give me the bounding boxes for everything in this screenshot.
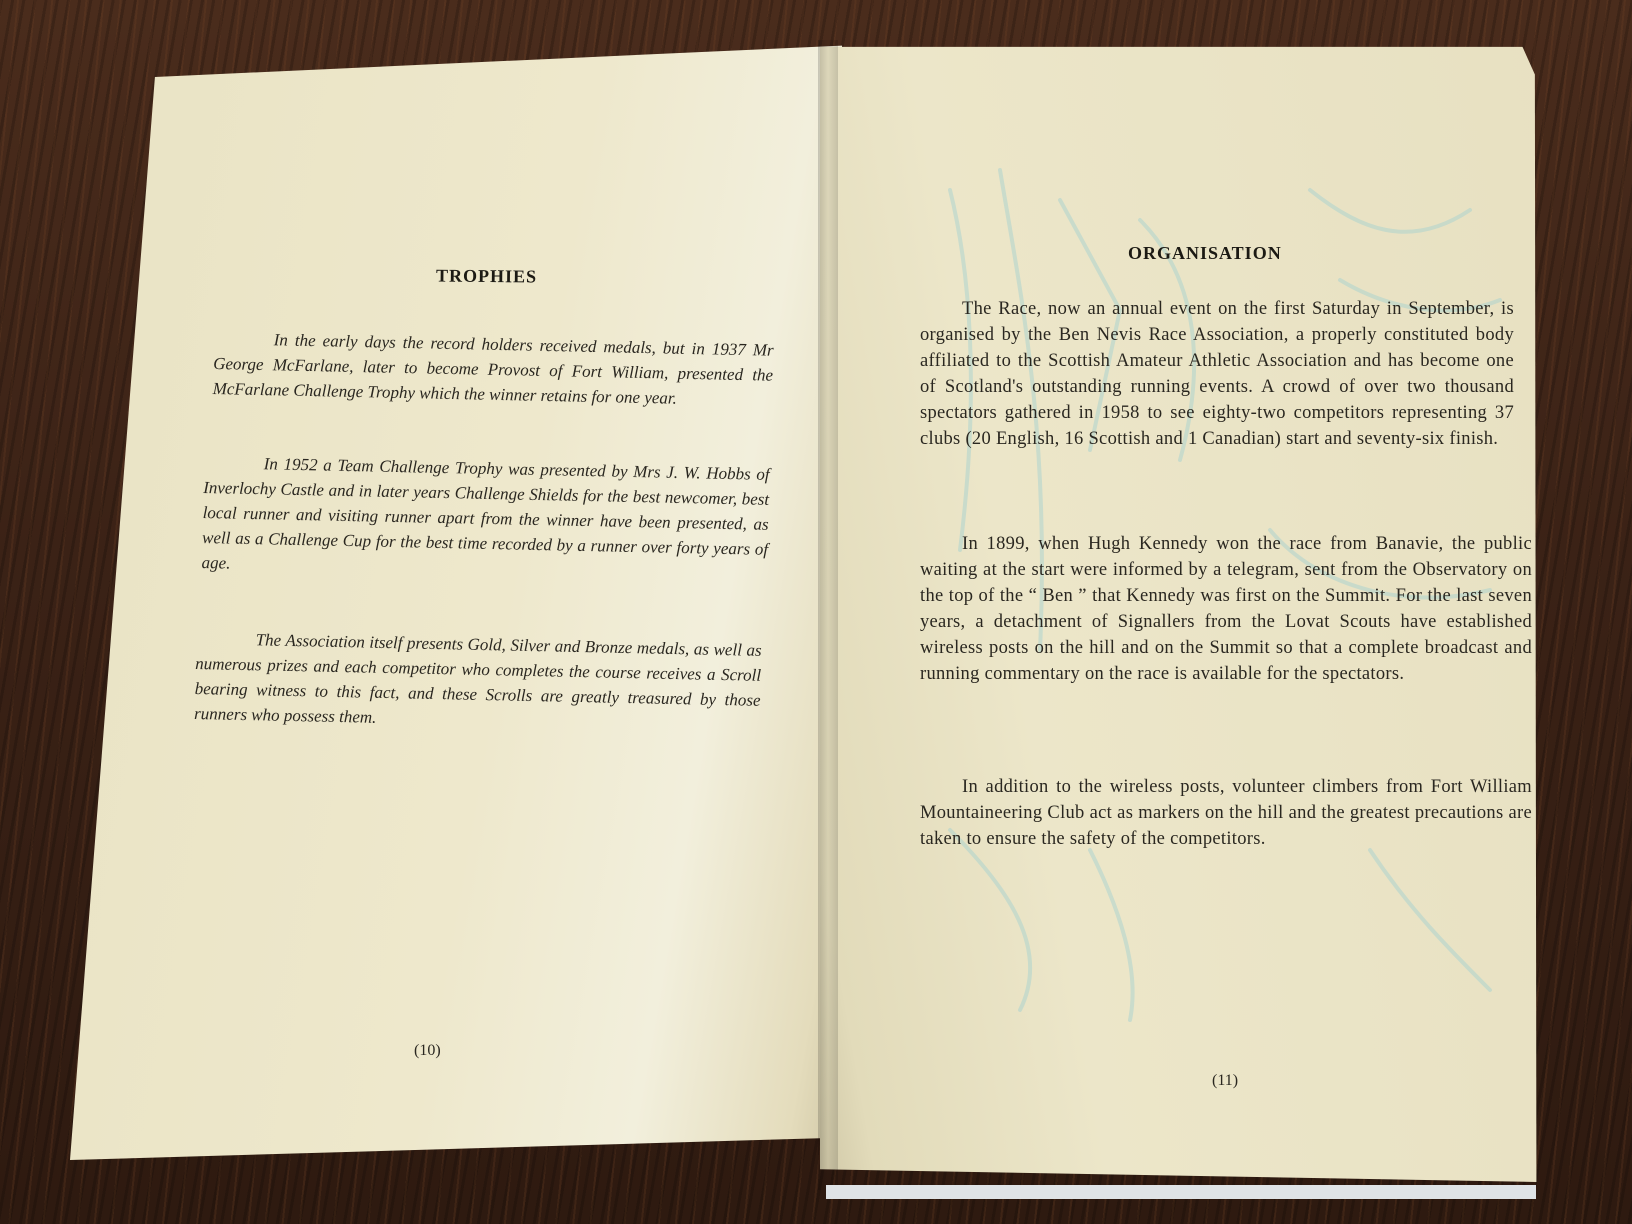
page-underside-strip [826, 1185, 1536, 1199]
organisation-paragraph-1: The Race, now an annual event on the first Saturday in September, is organised by the Ben Nevis Race Association, a properly constituted body affiliated to the Scottish Amateur Athletic Association and has become one of Scotland's outstanding running events. A crowd of over two thousand spectators gathered in 1958 to see eighty-two competitors representing 37 clubs (20 English, 16 Scottish and 1 Canadian) start and seventy-six finish. [920, 299, 1514, 449]
trophies-heading: TROPHIES [435, 265, 538, 287]
organisation-heading: ORGANISATION [1128, 243, 1282, 263]
trophies-paragraph-1: In the early days the record holders received medals, but in 1937 Mr George McFarlane, later to become Provost of Fort William, presented the McFarlane Challenge Trophy which the winner retains for one year. [212, 330, 774, 408]
organisation-paragraph-2: In 1899, when Hugh Kennedy won the race from Banavie, the public waiting at the start were informed by a telegram, sent from the Observatory on the top of the “ Ben ” that Kennedy was first on the Summit. For the last seven years, a detachment of Signallers from the Lovat Scouts have established wireless posts on the hill and on the Summit so that a complete broadcast and running commentary on the race is available for the spectators. [920, 534, 1532, 684]
organisation-paragraph-3: In addition to the wireless posts, volunteer climbers from Fort William Mountaineering Club act as markers on the hill and the greatest precautions are taken to ensure the safety of the competitors. [920, 777, 1532, 849]
left-page-number: (10) [414, 1042, 441, 1059]
trophies-paragraph-3: The Association itself presents Gold, Silver and Bronze medals, as well as numerous prizes and each competitor who completes the course receives a Scroll bearing witness to this fact, and these Scrolls are greatly treasured by those runners who possess them. [193, 630, 762, 727]
left-page [70, 40, 842, 1160]
right-page-number: (11) [1212, 1072, 1239, 1089]
trophies-paragraph-2: In 1952 a Team Challenge Trophy was presented by Mrs J. W. Hobbs of Inverlochy Castle and in later years Challenge Shields for the best newcomer, best local runner and visiting runner apart from the winner have been presented, as well as a Challenge Cup for the best time recorded by a runner over forty years of age. [201, 454, 770, 573]
book-spine-shadow [818, 40, 838, 1190]
